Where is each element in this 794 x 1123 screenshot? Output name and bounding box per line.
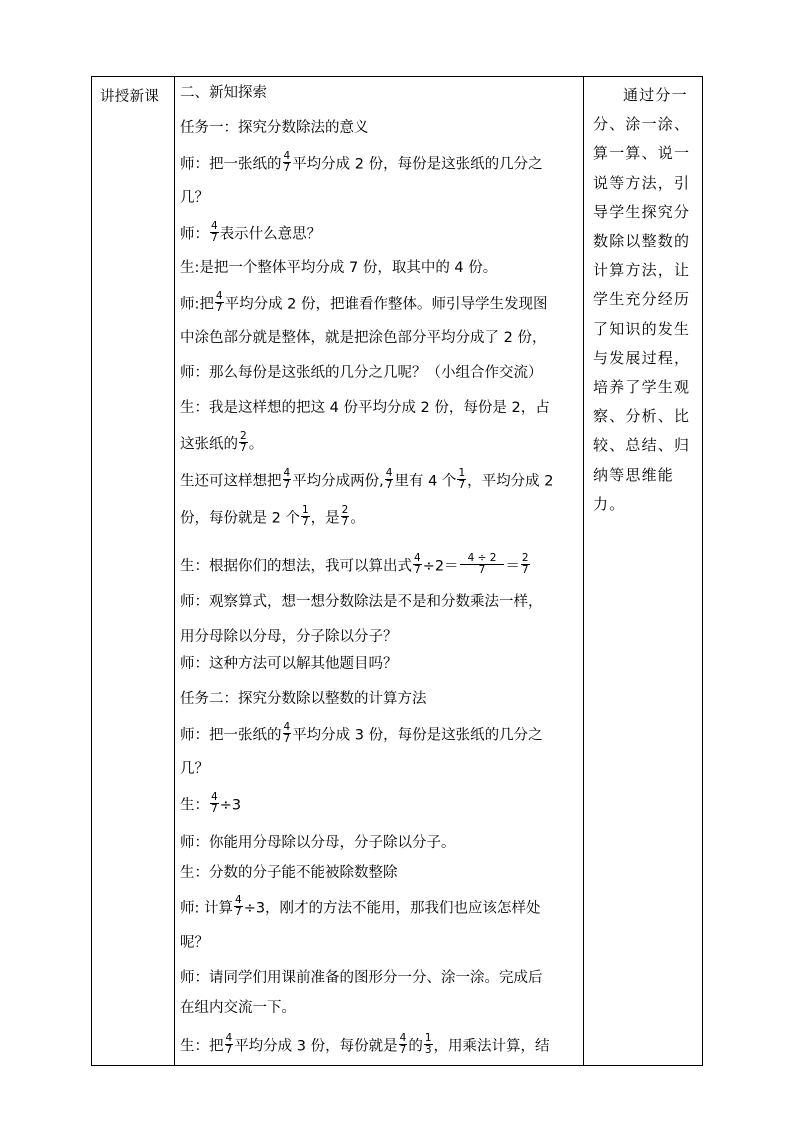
lesson-table [91,76,703,1066]
text-line: 师:把 $\frac{4}{7}$ 平均分成 2 份，把谁看作整体。师引导学生发现图 [180,290,548,314]
fraction: $\frac{4}{7}$ [399,1032,407,1056]
text-line: 生：把 $\frac{4}{7}$ 平均分成 3 份，每份就是 $\frac{4}{7}$ 的 $\frac{1}{3}$ ，用乘法计算，结 [180,1032,550,1056]
text-line: 任务一：探究分数除法的意义 [180,120,369,136]
fraction: $\frac{4}{7}$ [211,220,218,244]
fraction: $\frac{4}{7}$ [283,467,291,491]
text-line: 在组内交流一下。 [180,1000,296,1016]
text-line: 生：分数的分子能不能被除数整除 [180,865,398,881]
fraction: $\frac{1}{3}$ [424,1032,432,1056]
text-line: 师：观察算式，想一想分数除法是不是和分数乘法一样， [180,594,543,610]
text-line: 师：把一张纸的 $\frac{4}{7}$ 平均分成 2 份，每份是这张纸的几分之 [180,150,543,174]
text-line: 生：我是这样想的把这 4 份平均分成 2 份，每份是 2，占 [180,400,550,416]
fraction: $\frac{2}{7}$ [240,430,247,454]
text-line: 几？ [180,190,209,206]
section-label: 讲授新课 [100,89,160,105]
fraction: $\frac{1}{7}$ [458,467,466,491]
section-label-cell [91,77,174,1065]
text-line: 这张纸的 $\frac{2}{7}$ 。 [180,430,264,454]
text-line: 师: 计算 $\frac{4}{7}$ ÷3，刚才的方法不能用，那我们也应该怎样处 [180,894,541,918]
text-line: 生还可这样想把 $\frac{4}{7}$ 平均分成两份, $\frac{4}{7}$ 里有 4 个 $\frac{1}{7}$ ，平均分成 2 [180,467,554,491]
text-line: 份，每份就是 2 个 $\frac{1}{7}$ ，是 $\frac{2}{7}$ 。 [180,504,365,528]
design-intent-text: 通过分一分、涂一涂、算一算、说一说等方法，引导学生探究分数除以整数的计算方法，让学生充分经历了知识的发生与发展过程，培养了学生观察、分析、比较、总结、归纳等思维能力。 [593,86,691,513]
lesson-content-cell [174,77,583,1065]
text-line: 生： $\frac{4}{7}$ ÷3 [180,791,242,815]
text-line: 师：那么每份是这张纸的几分之几呢？（小组合作交流） [180,365,543,381]
fraction: $\frac{2}{7}$ [521,552,529,576]
fraction: $\frac{4}{7}$ [385,467,393,491]
text-line: 师：把一张纸的 $\frac{4}{7}$ 平均分成 3 份，每份是这张纸的几分之 [180,721,543,745]
fraction: $\frac{4}{7}$ [211,791,218,815]
text-line: 用分母除以分母，分子除以分子？ [180,629,398,645]
text-line: 几？ [180,761,209,777]
text-line: 生:是把一个整体平均分成 7 份，取其中的 4 份。 [180,260,498,276]
fraction: $\frac{1}{7}$ [301,504,309,528]
fraction: $\frac{4}{7}$ [283,721,291,745]
fraction: $\frac{4}{7}$ [235,894,242,918]
fraction: $\frac{4}{7}$ [414,552,421,576]
text-line: 中涂色部分就是整体，就是把涂色部分平均分成了 2 份， [180,330,547,346]
text-line: 师： $\frac{4}{7}$ 表示什么意思？ [180,220,322,244]
text-line: 呢？ [180,935,209,951]
fraction: $\frac{4 \div 2}{7}$ [460,553,505,576]
fraction: $\frac{4}{7}$ [215,290,223,314]
text-line: 任务二：探究分数除以整数的计算方法 [180,691,427,707]
fraction: $\frac{2}{7}$ [341,504,349,528]
text-line: 生：根据你们的想法，我可以算出式 $\frac{4}{7}$ ÷2＝ $\frac{4 \div 2}{7}$ ＝ $\frac{2}{7}$ [180,552,529,576]
text-line: 二、新知探索 [180,85,267,101]
text-line: 师：你能用分母除以分母，分子除以分子。 [180,835,456,851]
text-line: 师：请同学们用课前准备的图形分一分、涂一涂。完成后 [180,970,543,986]
design-intent-cell [583,77,703,1065]
fraction: $\frac{4}{7}$ [283,150,291,174]
text-line: 师：这种方法可以解其他题目吗？ [180,656,398,672]
fraction: $\frac{4}{7}$ [225,1032,233,1056]
